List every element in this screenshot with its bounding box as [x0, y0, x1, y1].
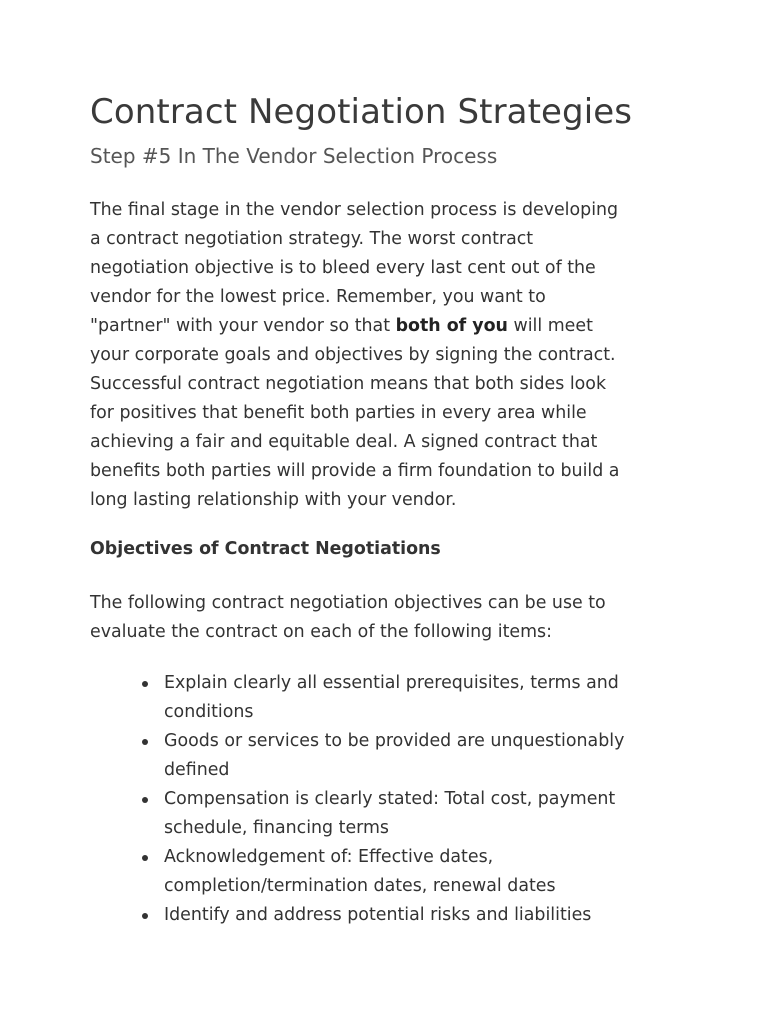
list-item-line: Acknowledgement of: Effective dates, [164, 847, 494, 867]
bullet-icon [142, 739, 148, 745]
intro-line: Successful contract negotiation means that both sides look [90, 374, 607, 394]
intro-line: for positives that benefit both parties in every area while [90, 403, 587, 423]
list-item [140, 843, 680, 901]
list-item-line: Identify and address potential risks and liabilities [164, 905, 592, 925]
list-item-line: schedule, financing terms [164, 818, 389, 838]
emphasis-text: both of you [395, 316, 508, 336]
list-item-line: defined [164, 760, 230, 780]
objectives-list [140, 669, 680, 930]
bullet-icon [142, 913, 148, 919]
intro-text: will meet [507, 316, 593, 336]
intro-line: your corporate goals and objectives by signing the contract. [90, 345, 616, 365]
bullet-icon [142, 855, 148, 861]
section-intro-paragraph [90, 589, 690, 647]
intro-text: "partner" with your vendor so that [90, 316, 396, 336]
list-item-line: Explain clearly all essential prerequisites, terms and [164, 673, 619, 693]
intro-line: benefits both parties will provide a firm foundation to build a [90, 461, 620, 481]
list-item [140, 901, 680, 930]
list-item [140, 669, 680, 727]
section-intro-line: The following contract negotiation objectives can be use to [90, 593, 606, 613]
list-item [140, 785, 680, 843]
intro-line: long lasting relationship with your vendor. [90, 490, 457, 510]
intro-paragraph [90, 196, 680, 515]
list-item-line: conditions [164, 702, 254, 722]
intro-line: negotiation objective is to bleed every last cent out of the [90, 258, 596, 278]
page-title: Contract Negotiation Strategies [90, 92, 633, 132]
list-item-line: Compensation is clearly stated: Total cost, payment [164, 789, 616, 809]
intro-line: achieving a fair and equitable deal. A signed contract that [90, 432, 598, 452]
intro-line: The final stage in the vendor selection process is developing [90, 200, 619, 220]
section-intro-line: evaluate the contract on each of the following items: [90, 622, 552, 642]
list-item-line: completion/termination dates, renewal dates [164, 876, 556, 896]
intro-line: a contract negotiation strategy. The worst contract [90, 229, 534, 249]
section-heading: Objectives of Contract Negotiations [90, 539, 441, 559]
page-subtitle: Step #5 In The Vendor Selection Process [90, 144, 498, 168]
list-item-line: Goods or services to be provided are unquestionably [164, 731, 625, 751]
list-item [140, 727, 680, 785]
bullet-icon [142, 681, 148, 687]
intro-line [90, 312, 680, 341]
intro-line: vendor for the lowest price. Remember, you want to [90, 287, 546, 307]
bullet-icon [142, 797, 148, 803]
